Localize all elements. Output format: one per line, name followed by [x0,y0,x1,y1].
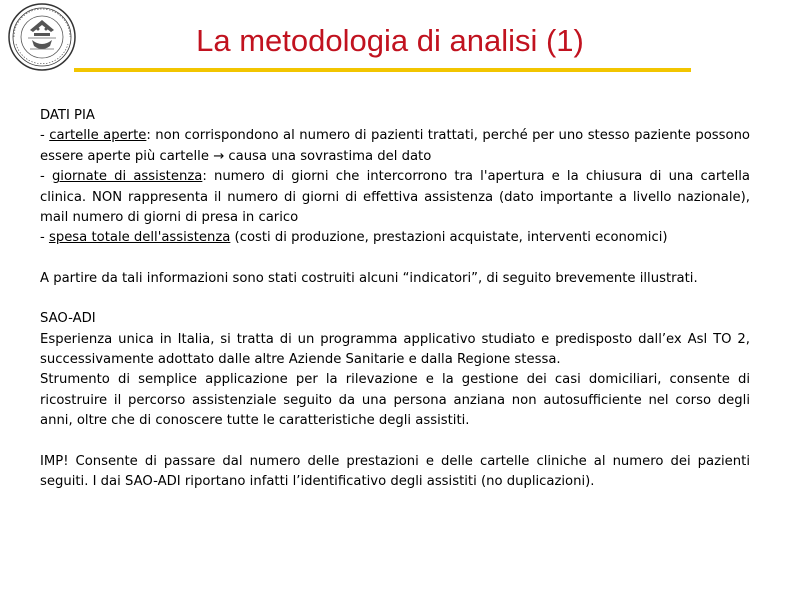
bullet-dash: - [40,169,52,185]
term-cartelle-aperte: cartelle aperte [49,128,147,144]
cartelle-description: : non corrispondono al numero di pazienti trattati, perché per uno stesso paziente possono essere aperte più cartelle → causa una sovrastima del dato [40,128,750,164]
bullet-dash: - [40,230,49,246]
university-seal-icon [4,2,80,72]
slide-title: La metodologia di analisi (1) [196,23,584,58]
bullet-dash: - [40,128,50,144]
term-giornate-assistenza: giornate di assistenza [51,169,203,185]
term-spesa-totale: spesa totale dell'assistenza [48,230,231,246]
sao-adi-paragraph-1: Esperienza unica in Italia, si tratta di un programma applicativo studiato e predisposto dall’ex Asl TO 2, successivamente adottato dalle altre Aziende Sanitarie e dalla Regione stessa. [40,331,750,368]
title-underline [74,68,691,72]
slide-content [40,106,750,493]
dati-pia-item-giornate [40,167,750,228]
spesa-description: (costi di produzione, prestazioni acquistate, interventi economici) [230,230,668,246]
giornate-description: : numero di giorni che intercorrono tra l'apertura e la chiusura di una cartella clinica. NON rappresenta il numero di giorni di effettiva assistenza (dato importante a livello nazionale), mail numero di giorni di presa in carico [40,169,750,226]
indicatori-paragraph: A partire da tali informazioni sono stati costruiti alcuni “indicatori”, di seguito brevemente illustrati. [40,270,698,286]
dati-pia-heading: DATI PIA [40,108,95,123]
sao-adi-heading: SAO-ADI [40,311,96,327]
imp-paragraph: IMP! Consente di passare dal numero delle prestazioni e delle cartelle cliniche al numero dei pazienti seguiti. I dai SAO-ADI riportano infatti l’identificativo degli assistiti (no duplicazioni). [40,453,750,490]
dati-pia-item-spesa [40,228,750,248]
sao-adi-paragraph-2: Strumento di semplice applicazione per la rilevazione e la gestione dei casi domiciliari, consente di ricostruire il percorso assistenziale seguito da una persona anziana non autosufficiente nel corso degli anni, oltre che di conoscere tutte le caratteristiche degli assistiti. [40,372,750,429]
dati-pia-item-cartelle [40,126,750,167]
